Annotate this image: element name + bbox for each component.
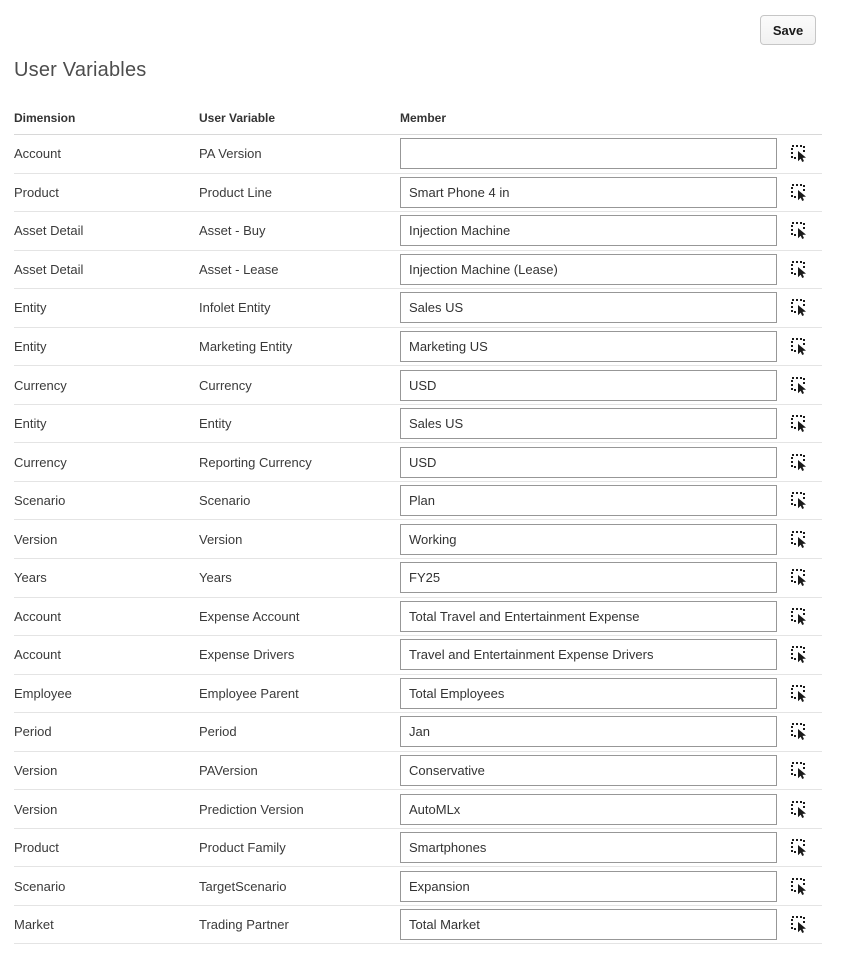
member-selector-button[interactable] bbox=[788, 413, 810, 435]
user-variables-rows bbox=[14, 135, 822, 944]
user-variable-cell: Entity bbox=[199, 416, 232, 432]
user-variable-cell: Version bbox=[199, 531, 243, 547]
member-selector-icon bbox=[790, 761, 809, 780]
dimension-cell: Account bbox=[14, 146, 61, 162]
member-selector-button[interactable] bbox=[788, 721, 810, 743]
member-input[interactable] bbox=[400, 331, 777, 362]
member-selector-button[interactable] bbox=[788, 875, 810, 897]
member-selector-icon bbox=[790, 298, 809, 317]
member-selector-icon bbox=[790, 337, 809, 356]
member-input[interactable] bbox=[400, 485, 777, 516]
table-row bbox=[14, 405, 822, 444]
member-selector-icon bbox=[790, 183, 809, 202]
dimension-cell: Version bbox=[14, 531, 58, 547]
table-row bbox=[14, 598, 822, 637]
user-variable-cell: Product Family bbox=[199, 840, 286, 856]
user-variable-cell: Period bbox=[199, 724, 237, 740]
table-row bbox=[14, 559, 822, 598]
dimension-cell: Scenario bbox=[14, 878, 66, 894]
dimension-cell: Currency bbox=[14, 377, 67, 393]
member-selector-icon bbox=[790, 260, 809, 279]
dimension-cell: Entity bbox=[14, 416, 47, 432]
member-selector-icon bbox=[790, 568, 809, 587]
user-variables-table bbox=[14, 101, 822, 944]
user-variable-cell: Prediction Version bbox=[199, 801, 304, 817]
column-header-dimension: Dimension bbox=[14, 110, 76, 125]
member-selector-button[interactable] bbox=[788, 605, 810, 627]
dimension-cell: Asset Detail bbox=[14, 223, 84, 239]
table-row bbox=[14, 636, 822, 675]
dimension-cell: Version bbox=[14, 801, 58, 817]
member-input[interactable] bbox=[400, 909, 777, 940]
column-header-user-variable: User Variable bbox=[199, 110, 276, 125]
user-variable-cell: Years bbox=[199, 570, 232, 586]
member-selector-icon bbox=[790, 684, 809, 703]
dimension-cell: Market bbox=[14, 917, 54, 933]
member-selector-icon bbox=[790, 607, 809, 626]
table-row bbox=[14, 752, 822, 791]
member-selector-icon bbox=[790, 915, 809, 934]
member-input[interactable] bbox=[400, 138, 777, 169]
user-variable-cell: Asset - Lease bbox=[199, 261, 279, 277]
member-selector-icon bbox=[790, 221, 809, 240]
dimension-cell: Product bbox=[14, 184, 59, 200]
member-selector-button[interactable] bbox=[788, 220, 810, 242]
table-row bbox=[14, 212, 822, 251]
member-input[interactable] bbox=[400, 601, 777, 632]
member-selector-button[interactable] bbox=[788, 528, 810, 550]
member-selector-button[interactable] bbox=[788, 644, 810, 666]
user-variable-cell: Reporting Currency bbox=[199, 454, 312, 470]
member-input[interactable] bbox=[400, 254, 777, 285]
member-input[interactable] bbox=[400, 832, 777, 863]
user-variable-cell: Infolet Entity bbox=[199, 300, 271, 316]
table-row bbox=[14, 713, 822, 752]
dimension-cell: Entity bbox=[14, 300, 47, 316]
member-selector-button[interactable] bbox=[788, 143, 810, 165]
member-selector-icon bbox=[790, 800, 809, 819]
member-selector-icon bbox=[790, 645, 809, 664]
user-variable-cell: Employee Parent bbox=[199, 685, 299, 701]
member-selector-icon bbox=[790, 144, 809, 163]
user-variable-cell: Asset - Buy bbox=[199, 223, 266, 239]
dimension-cell: Period bbox=[14, 724, 52, 740]
dimension-cell: Asset Detail bbox=[14, 261, 84, 277]
member-selector-button[interactable] bbox=[788, 914, 810, 936]
member-selector-button[interactable] bbox=[788, 374, 810, 396]
member-selector-button[interactable] bbox=[788, 798, 810, 820]
user-variable-cell: PAVersion bbox=[199, 763, 258, 779]
member-input[interactable] bbox=[400, 716, 777, 747]
member-selector-button[interactable] bbox=[788, 451, 810, 473]
member-selector-icon bbox=[790, 877, 809, 896]
user-variable-cell: Currency bbox=[199, 377, 252, 393]
table-row bbox=[14, 366, 822, 405]
member-input[interactable] bbox=[400, 678, 777, 709]
table-row bbox=[14, 829, 822, 868]
member-input[interactable] bbox=[400, 794, 777, 825]
table-row bbox=[14, 174, 822, 213]
dimension-cell: Years bbox=[14, 570, 47, 586]
table-row bbox=[14, 443, 822, 482]
member-input[interactable] bbox=[400, 447, 777, 478]
member-selector-button[interactable] bbox=[788, 682, 810, 704]
member-input[interactable] bbox=[400, 408, 777, 439]
page-title: User Variables bbox=[14, 59, 147, 81]
member-input[interactable] bbox=[400, 639, 777, 670]
dimension-cell: Product bbox=[14, 840, 59, 856]
member-selector-button[interactable] bbox=[788, 837, 810, 859]
user-variable-cell: Product Line bbox=[199, 184, 272, 200]
member-input[interactable] bbox=[400, 755, 777, 786]
table-row bbox=[14, 289, 822, 328]
table-row bbox=[14, 867, 822, 906]
table-row bbox=[14, 135, 822, 174]
user-variable-cell: Expense Account bbox=[199, 608, 300, 624]
user-variable-cell: Scenario bbox=[199, 493, 251, 509]
dimension-cell: Account bbox=[14, 647, 61, 663]
member-selector-button[interactable] bbox=[788, 336, 810, 358]
dimension-cell: Employee bbox=[14, 685, 72, 701]
member-selector-icon bbox=[790, 491, 809, 510]
member-selector-button[interactable] bbox=[788, 567, 810, 589]
user-variable-cell: PA Version bbox=[199, 146, 262, 162]
member-input[interactable] bbox=[400, 292, 777, 323]
member-selector-button[interactable] bbox=[788, 490, 810, 512]
user-variable-cell: Marketing Entity bbox=[199, 339, 293, 354]
member-input[interactable] bbox=[400, 524, 777, 555]
member-selector-icon bbox=[790, 453, 809, 472]
member-input[interactable] bbox=[400, 177, 777, 208]
member-input[interactable] bbox=[400, 370, 777, 401]
member-selector-button[interactable] bbox=[788, 297, 810, 319]
member-selector-icon bbox=[790, 722, 809, 741]
table-row bbox=[14, 328, 822, 367]
table-header-row bbox=[14, 101, 822, 135]
dimension-cell: Entity bbox=[14, 339, 47, 354]
member-selector-icon bbox=[790, 838, 809, 857]
dimension-cell: Account bbox=[14, 608, 61, 624]
member-selector-icon bbox=[790, 376, 809, 395]
user-variable-cell: Trading Partner bbox=[199, 917, 289, 933]
member-selector-button[interactable] bbox=[788, 258, 810, 280]
save-button[interactable]: Save bbox=[760, 15, 816, 45]
table-row bbox=[14, 251, 822, 290]
column-header-member: Member bbox=[400, 110, 447, 125]
member-input[interactable] bbox=[400, 562, 777, 593]
member-input[interactable] bbox=[400, 215, 777, 246]
table-row bbox=[14, 906, 822, 945]
table-row bbox=[14, 482, 822, 521]
table-row bbox=[14, 520, 822, 559]
table-row bbox=[14, 675, 822, 714]
user-variable-cell: TargetScenario bbox=[199, 878, 287, 894]
member-selector-icon bbox=[790, 414, 809, 433]
member-selector-icon bbox=[790, 530, 809, 549]
member-selector-button[interactable] bbox=[788, 760, 810, 782]
member-selector-button[interactable] bbox=[788, 181, 810, 203]
dimension-cell: Scenario bbox=[14, 493, 66, 509]
table-row bbox=[14, 790, 822, 829]
user-variable-cell: Expense Drivers bbox=[199, 647, 295, 663]
member-input[interactable] bbox=[400, 871, 777, 902]
dimension-cell: Version bbox=[14, 763, 58, 779]
dimension-cell: Currency bbox=[14, 454, 67, 470]
